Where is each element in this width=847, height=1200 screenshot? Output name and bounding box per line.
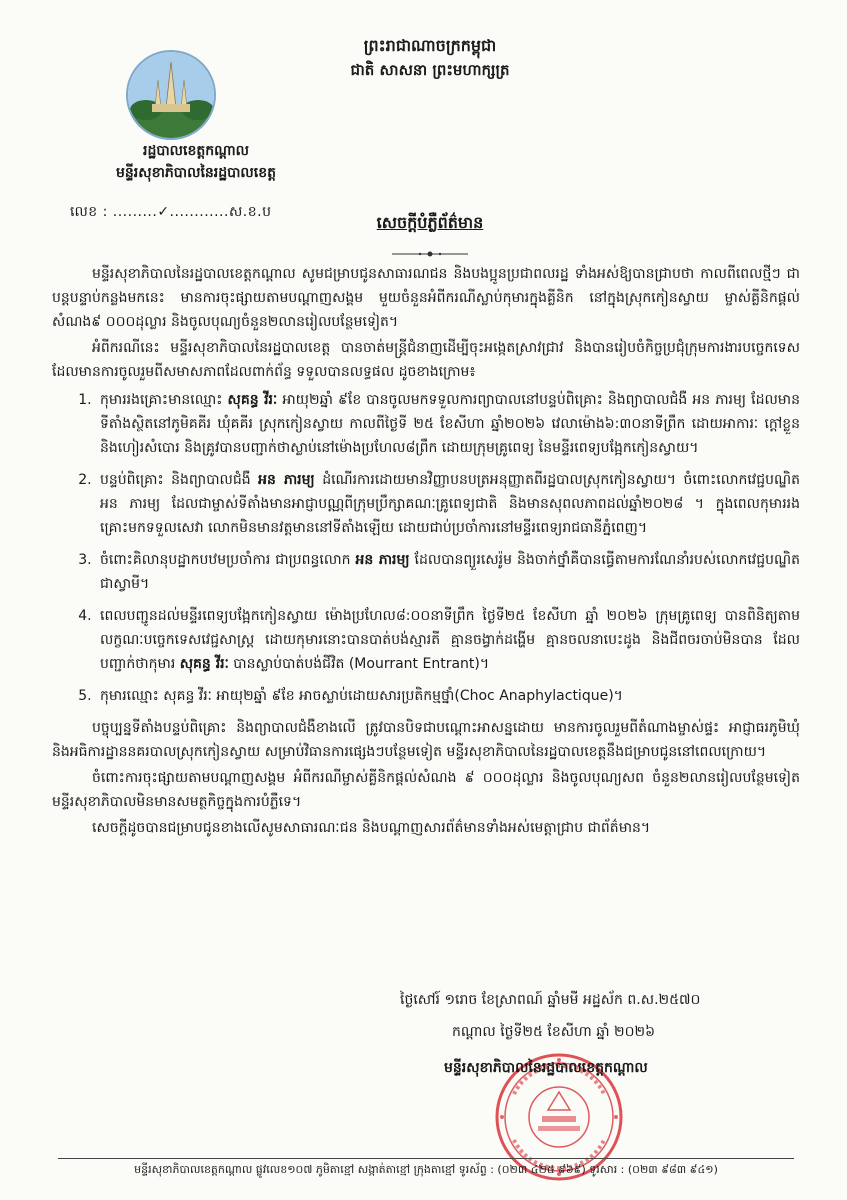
findings-intro-paragraph: អំពីករណីនេះ មន្ទីរសុខាភិបាលនៃរដ្ឋបាលខេត្ត បានចាត់មន្ត្រីជំនាញដើម្បីចុះអង្កេតស្រាវជ្រាវ និងបានរៀបចំកិច្ចប្រជុំក្រុមការងារបច្ចេកទេស ដែលមានការចូលរួមពីសមាសភាពដែលពាក់ព័ន្ធ ទទួលបានលទ្ធផល ដូចខាងក្រោម៖ [52, 340, 800, 380]
signatory: មន្ទីរសុខាភិបាលនៃរដ្ឋបាលខេត្តកណ្ដាល [444, 1060, 648, 1076]
footer-divider [58, 1158, 794, 1159]
kingdom-heading [300, 34, 560, 82]
document-body [52, 262, 800, 842]
kingdom-line-1: ព្រះរាជាណាចក្រកម្ពុជា [363, 36, 497, 55]
solar-date: កណ្ដាល ថ្ងៃទី២៥ ខែសីហា ឆ្នាំ ២០២៦ [452, 1024, 656, 1040]
reference-number: លេខ : .........✓............ស.ខ.ប [70, 204, 272, 220]
list-item: 1. កុមាររងគ្រោះមានឈ្មោះ សុគន្ធ វីរៈ អាយុ២ឆ្នាំ ៩ខែ បានចូលមកទទួលការព្យាបាលនៅបន្ទប់ពិគ្រោះ និងព្យាបាលជំងឺ អន ភារម្យ ដែលមានទីតាំងស្ថិតនៅភូមិគគីរ ឃុំគគីរ ស្រុកកៀនស្វាយ កាលពីថ្ងៃទី ២៥ ខែសីហា ឆ្នាំ២០២៦ វេលាម៉ោង៦:៣០នាទីព្រឹក ដោយអាការៈ ក្ដៅខ្លួន និងហៀរសំបោរ និងគ្រូវបានបញ្ជាក់ថាស្លាប់នៅម៉ោងប្រហែល៨ព្រឹក ដោយក្រុមគ្រូពេទ្យ នៃមន្ទីរពេទ្យបង្អែកកៀនស្វាយ។ [96, 388, 800, 460]
authority-line-1: រដ្ឋបាលខេត្តកណ្ដាល [143, 143, 249, 159]
title-ornament-icon [390, 250, 470, 258]
kingdom-line-2: ជាតិ សាសនា ព្រះមហាក្សត្រ [350, 61, 510, 79]
list-item: 5. កុមារឈ្មោះ សុគន្ធ វីរៈ អាយុ២ឆ្នាំ ៩ខែ អាចស្លាប់ដោយសារប្រតិកម្មថ្នាំ(Choc Anaphylactique)។ [96, 684, 800, 708]
document-title: សេចក្ដីបំភ្លឺព័ត៌មាន [376, 213, 484, 232]
lunar-date: ថ្ងៃសៅរ៍ ១រោច ខែស្រាពណ៍ ឆ្នាំមមី អដ្ឋស័ក ព.ស.២៥៧០ [400, 992, 701, 1008]
list-item: 3. ចំពោះគិលានុបដ្ឋាកបឋមប្រចាំការ ជាប្រពន្ធលោក អន ភារម្យ ដែលបានព្យួរសេរ៉ូម និងចាក់ថ្នាំគឺបានធ្វើតាមការណែនាំរបស់លោកវេជ្ជបណ្ឌិតជាស្វាមី។ [96, 548, 800, 596]
findings-list [52, 388, 800, 708]
footer-address: មន្ទីរសុខាភិបាលខេត្តកណ្ដាល ផ្លូវលេខ១០៧ ភូមិតាខ្មៅ សង្កាត់តាខ្មៅ ក្រុងតាខ្មៅ ទូរស័ព្ទ : (០២៣ ៤២៥ ៩៦៩) ទូរសារ : (០២៣ ៩៨៣ ៩៤១) [134, 1163, 718, 1176]
list-item: 2. បន្ទប់ពិគ្រោះ និងព្យាបាលជំងឺ អន ភារម្យ ដំណើរការដោយមានវិញ្ញាបនបត្រអនុញ្ញាតពីរដ្ឋបាលស្រុកកៀនស្វាយ។ ចំពោះលោកវេជ្ជបណ្ឌិត អន ភារម្យ ដែលជាម្ចាស់ទីតាំងមានអាជ្ញាបណ្ណពីក្រុមប្រឹក្សាគណៈគ្រូពេទ្យជាតិ និងមានសុពលភាពដល់ឆ្នាំ២០២៨ ។ ក្នុងពេលកុមាររងគ្រោះមកទទួលសេវា លោកមិនមានវត្តមាននៅទីតាំងឡើយ ដោយជាប់ប្រចាំការនៅមន្ទីរពេទ្យរាជធានីភ្នំពេញ។ [96, 468, 800, 540]
list-item: 4. ពេលបញ្ជូនដល់មន្ទីរពេទ្យបង្អែកកៀនស្វាយ ម៉ោងប្រហែល៨:០០នាទីព្រឹក ថ្ងៃទី២៥ ខែសីហា ឆ្នាំ ២០២៦ ក្រុមគ្រូពេទ្យ បានពិនិត្យតាមលក្ខណៈបច្ចេកទេសវេជ្ជសាស្ត្រ ដោយកុមារនោះបានបាត់បង់ស្មារតី គ្មានចង្វាក់ដង្ហើម គ្មានចលនាបេះដូង និងជីពចរចាប់មិនបាន ដែលបញ្ជាក់ថាកុមារ សុគន្ធ វីរៈ បានស្លាប់បាត់បង់ជីវិត (Mourrant Entrant)។ [96, 604, 800, 676]
closing-paragraph: សេចក្ដីដូចបានជម្រាបជូនខាងលើសូមសាធារណៈជន និងបណ្ដាញសារព័ត៌មានទាំងអស់មេត្តាជ្រាប ជាព័ត៌មាន។ [92, 820, 651, 836]
intro-paragraph: មន្ទីរសុខាភិបាលនៃរដ្ឋបាលខេត្តកណ្ដាល សូមជម្រាបជូនសាធារណជន និងបងប្អូនប្រជាពលរដ្ឋ ទាំងអស់ឱ្យបានជ្រាបថា កាលពីពេលថ្មីៗ ជាបន្តបន្ទាប់កន្លងមកនេះ មានការចុះផ្សាយតាមបណ្ដាញសង្គម មួយចំនួនអំពីករណីស្លាប់កុមារក្នុងគ្លីនិក នៅក្នុងស្រុកកៀនស្វាយ ម្ចាស់គ្លីនិកផ្ដល់សំណង៩ ០០០ដុល្លារ និងចូលបុណ្យចំនួន២លានរៀលបន្ថែមទៀត។ [52, 266, 800, 330]
provincial-logo-icon [126, 50, 216, 140]
authority-line-2: មន្ទីរសុខាភិបាលនៃរដ្ឋបាលខេត្ត [116, 165, 276, 181]
closure-paragraph: បច្ចុប្បន្នទីតាំងបន្ទប់ពិគ្រោះ និងព្យាបាលជំងឺខាងលើ ត្រូវបានបិទជាបណ្ដោះអាសន្នដោយ មានការចូលរួមពីតំណាងម្ចាស់ផ្ទះ អាជ្ញាធរភូមិឃុំ និងអធិការដ្ឋាននគរបាលស្រុកកៀនស្វាយ សម្រាប់វិធានការផ្សេងៗបន្ថែមទៀត មន្ទីរសុខាភិបាលនៃរដ្ឋបាលខេត្តនឹងជម្រាបជូននៅពេលក្រោយ។ [52, 720, 800, 760]
social-media-paragraph: ចំពោះការចុះផ្សាយតាមបណ្ដាញសង្គម អំពីករណីម្ចាស់គ្លីនិកផ្ដល់សំណង ៩ ០០០ដុល្លារ និងចូលបុណ្យសព ចំនួន២លានរៀលបន្ថែមទៀត មន្ទីរសុខាភិបាលមិនមានសមត្ថកិច្ចក្នុងការបំភ្លឺទេ។ [52, 770, 800, 810]
issuing-authority [96, 140, 296, 184]
